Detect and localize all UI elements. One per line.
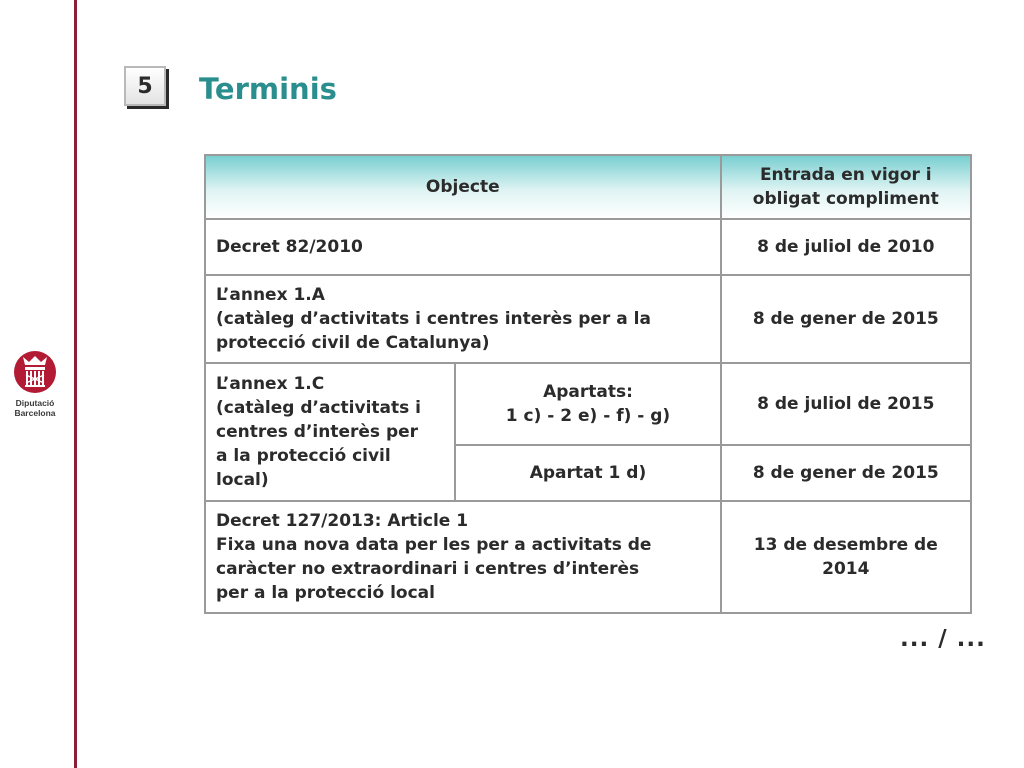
- row3-sub2-date: 8 de gener de 2015: [721, 445, 971, 501]
- table-header-row: [205, 155, 971, 219]
- section-number-badge: [124, 66, 166, 106]
- table-row: [205, 219, 971, 275]
- row2-object: [205, 275, 721, 363]
- continuation-marker: ... / ...: [900, 626, 986, 652]
- row4-object-desc3: per a la protecció local: [216, 583, 435, 603]
- row4-object-desc2: caràcter no extraordinari i centres d’interès: [216, 559, 640, 579]
- row2-object-desc1: (catàleg d’activitats i centres interès per a la: [216, 309, 651, 329]
- header-objecte: Objecte: [205, 155, 721, 219]
- row3-object: [205, 363, 455, 501]
- diputacio-logo: [8, 348, 62, 428]
- row3-sub1-date: 8 de juliol de 2015: [721, 363, 971, 445]
- row2-date: 8 de gener de 2015: [721, 275, 971, 363]
- row3-sub1-line1: Apartats:: [543, 382, 633, 402]
- row4-date-line1: 13 de desembre de: [753, 535, 938, 555]
- row3-sub2: Apartat 1 d): [455, 445, 720, 501]
- row3-object-desc3: a la protecció civil: [216, 446, 391, 466]
- row3-object-title: L’annex 1.C: [216, 374, 325, 394]
- row4-date: [721, 501, 971, 613]
- header-entrada-vigor: [721, 155, 971, 219]
- section-number: 5: [137, 73, 153, 99]
- row3-object-desc4: local): [216, 470, 269, 490]
- header-vigor-line2: obligat compliment: [752, 189, 939, 209]
- logo-text-line2: Barcelona: [14, 408, 56, 418]
- row4-date-line2: 2014: [822, 559, 870, 579]
- row1-object: Decret 82/2010: [205, 219, 721, 275]
- row4-object: [205, 501, 721, 613]
- logo-text-line1: Diputació: [15, 398, 55, 408]
- page-title: Terminis: [199, 72, 337, 106]
- row3-object-desc1: (catàleg d’activitats i: [216, 398, 421, 418]
- row2-object-title: L’annex 1.A: [216, 285, 325, 305]
- row3-sub1: [455, 363, 720, 445]
- left-vertical-rule: [74, 0, 77, 768]
- header-vigor-line1: Entrada en vigor i: [759, 165, 932, 185]
- diputacio-emblem-icon: [12, 348, 58, 394]
- row4-object-desc1: Fixa una nova data per les per a activitats de: [216, 535, 652, 555]
- row1-date: 8 de juliol de 2010: [721, 219, 971, 275]
- table-row: [205, 363, 971, 445]
- terms-table: [204, 154, 972, 614]
- row2-object-desc2: protecció civil de Catalunya): [216, 333, 490, 353]
- row4-object-title: Decret 127/2013: Article 1: [216, 511, 469, 531]
- row3-object-desc2: centres d’interès per: [216, 422, 419, 442]
- table-row: [205, 275, 971, 363]
- table-row: [205, 501, 971, 613]
- row3-sub1-line2: 1 c) - 2 e) - f) - g): [505, 406, 671, 426]
